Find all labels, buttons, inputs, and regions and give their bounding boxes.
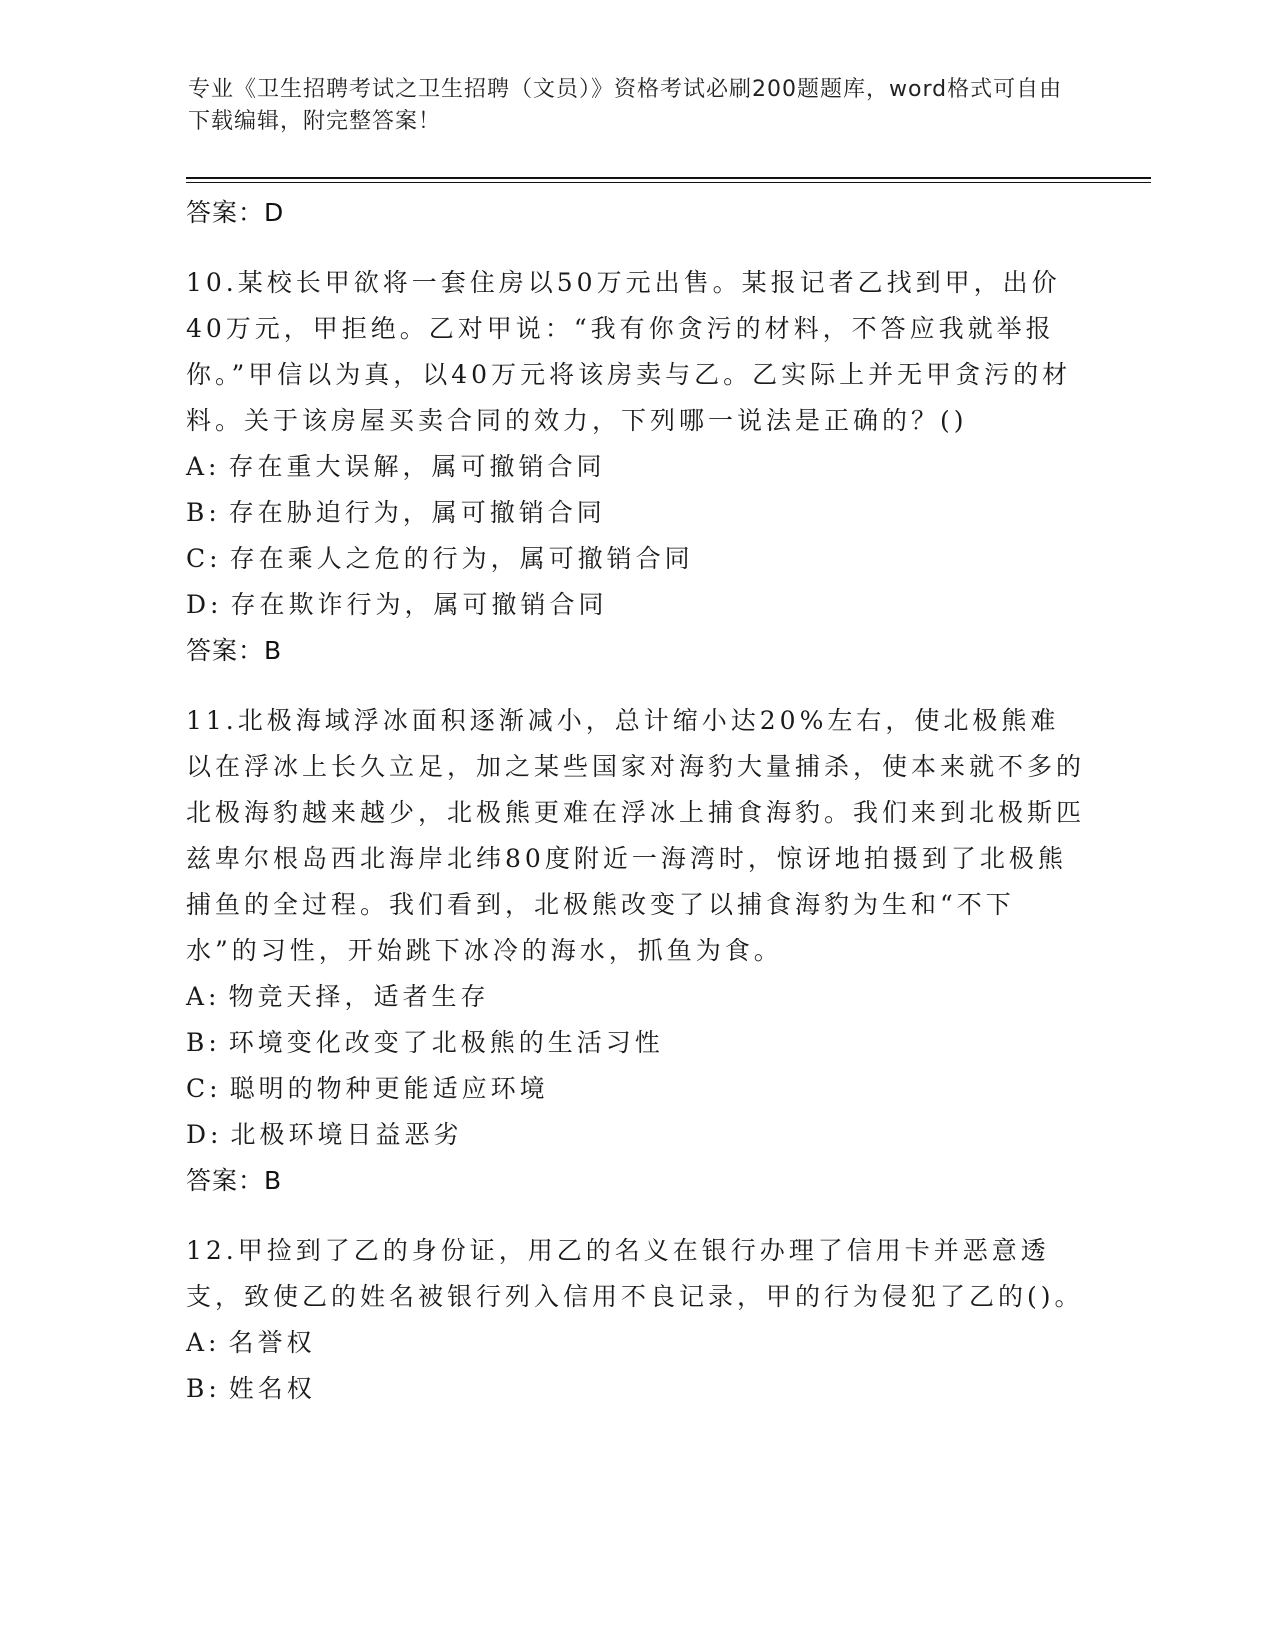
- question-number: 10.: [186, 268, 238, 297]
- option-c: C: 聪明的物种更能适应环境: [186, 1074, 549, 1103]
- question-number: 11.: [186, 706, 238, 735]
- option-b: B: 存在胁迫行为，属可撤销合同: [186, 498, 606, 527]
- option-c: C: 存在乘人之危的行为，属可撤销合同: [186, 544, 694, 573]
- option-a: A: 物竞天择，适者生存: [186, 982, 490, 1011]
- answer-line: 答案：B: [186, 636, 283, 665]
- header-divider-thin: [186, 182, 1151, 183]
- option-b: B: 姓名权: [186, 1374, 316, 1403]
- option-a: A: 名誉权: [186, 1328, 316, 1357]
- document-header: [188, 74, 1068, 138]
- question-item: [186, 698, 1086, 1204]
- question-list: [186, 190, 1086, 1412]
- question-number: 12.: [186, 1236, 238, 1265]
- option-b: B: 环境变化改变了北极熊的生活习性: [186, 1028, 664, 1057]
- question-text: 12.甲捡到了乙的身份证，用乙的名义在银行办理了信用卡并恶意透支，致使乙的姓名被银行列入信用不良记录，甲的行为侵犯了乙的()。: [186, 1236, 1084, 1311]
- question-item: [186, 1228, 1086, 1412]
- header-divider-thick: [186, 177, 1151, 179]
- option-d: D: 北极环境日益恶劣: [186, 1120, 463, 1149]
- question-text: 10.某校长甲欲将一套住房以50万元出售。某报记者乙找到甲，出价40万元，甲拒绝。乙对甲说：“我有你贪污的材料，不答应我就举报你。”甲信以为真，以40万元将该房卖与乙。乙实际上并无甲贪污的材料。关于该房屋买卖合同的效力，下列哪一说法是正确的？(): [186, 268, 1072, 435]
- answer-line: 答案：B: [186, 1166, 283, 1195]
- question-text: 11.北极海域浮冰面积逐渐减小，总计缩小达20%左右，使北极熊难以在浮冰上长久立足，加之某些国家对海豹大量捕杀，使本来就不多的北极海豹越来越少，北极熊更难在浮冰上捕食海豹。我们来到北极斯匹兹卑尔根岛西北海岸北纬80度附近一海湾时，惊讶地拍摄到了北极熊捕鱼的全过程。我们看到，北极熊改变了以捕食海豹为生和“不下水”的习性，开始跳下冰冷的海水，抓鱼为食。: [186, 706, 1086, 965]
- option-a: A: 存在重大误解，属可撤销合同: [186, 452, 606, 481]
- header-title: 专业《卫生招聘考试之卫生招聘（文员）》资格考试必刷200题题库，word格式可自由下载编辑，附完整答案！: [188, 77, 1063, 134]
- question-item: [186, 260, 1086, 674]
- option-d: D: 存在欺诈行为，属可撤销合同: [186, 590, 608, 619]
- answer-line: 答案：D: [186, 198, 285, 227]
